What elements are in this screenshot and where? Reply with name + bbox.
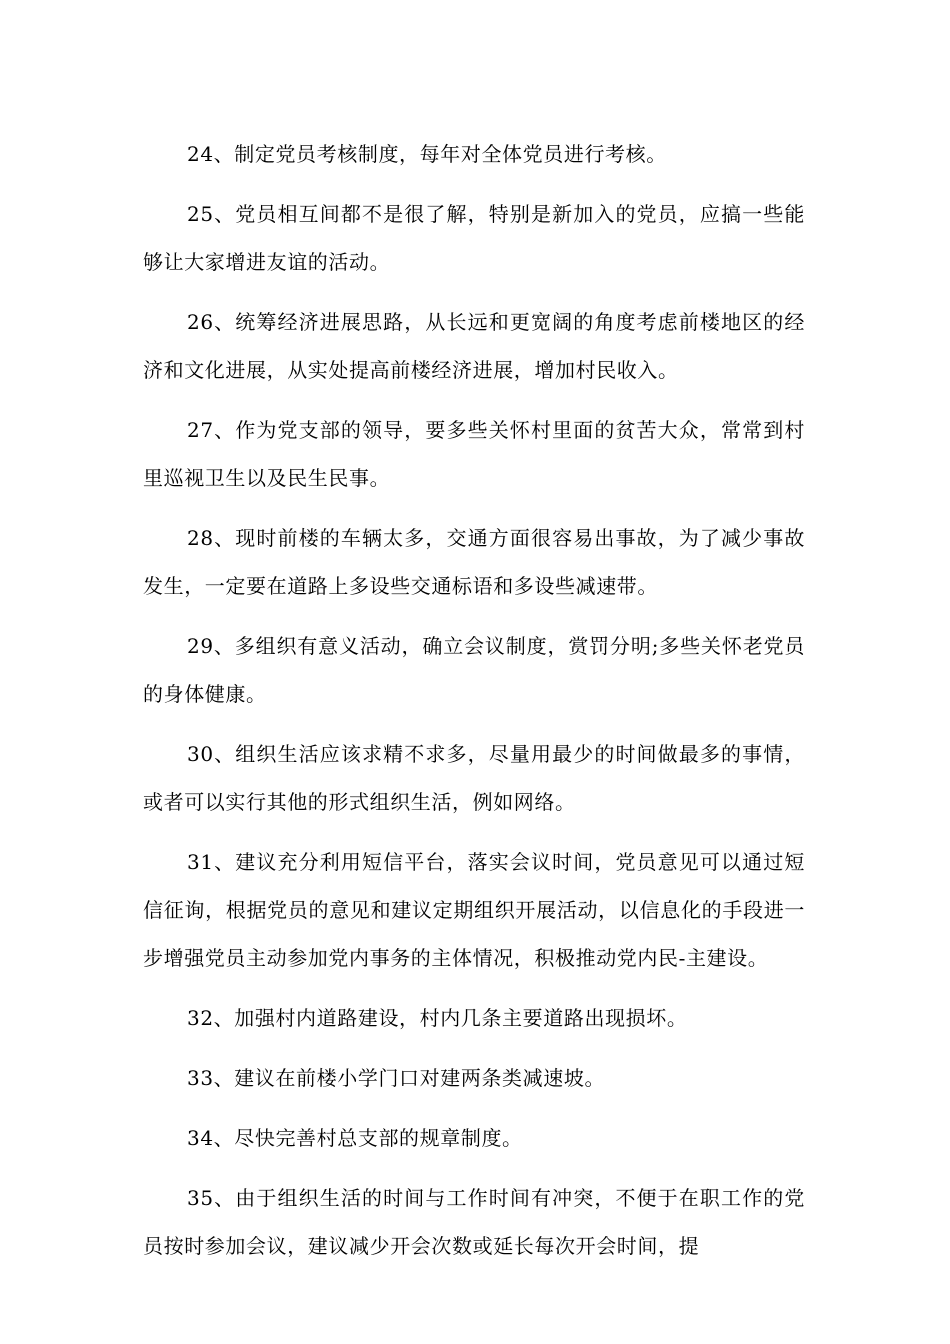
paragraph-33: 33、建议在前楼小学门口对建两条类减速坡。 <box>187 1066 606 1090</box>
paragraph-24: 24、制定党员考核制度，每年对全体党员进行考核。 <box>187 142 667 166</box>
paragraph-29: 29、多组织有意义活动，确立会议制度，赏罚分明;多些关怀老党员的身体健康。 <box>143 634 805 706</box>
paragraph-30: 30、组织生活应该求精不求多，尽量用最少的时间做最多的事情，或者可以实行其他的形式组织生活，例如网络。 <box>143 742 805 814</box>
paragraph-31: 31、建议充分利用短信平台，落实会议时间，党员意见可以通过短信征询，根据党员的意见和建议定期组织开展活动，以信息化的手段进一步增强党员主动参加党内事务的主体情况，积极推动党内民-主建设。 <box>143 850 805 970</box>
paragraph-32: 32、加强村内道路建设，村内几条主要道路出现损坏。 <box>187 1006 688 1030</box>
paragraph-26: 26、统筹经济进展思路，从长远和更宽阔的角度考虑前楼地区的经济和文化进展，从实处提高前楼经济进展，增加村民收入。 <box>143 310 805 382</box>
paragraph-34: 34、尽快完善村总支部的规章制度。 <box>187 1126 523 1150</box>
paragraph-27: 27、作为党支部的领导，要多些关怀村里面的贫苦大众，常常到村里巡视卫生以及民生民事。 <box>143 418 805 490</box>
paragraph-35: 35、由于组织生活的时间与工作时间有冲突，不便于在职工作的党员按时参加会议，建议减少开会次数或延长每次开会时间，提 <box>143 1186 805 1258</box>
paragraph-28: 28、现时前楼的车辆太多，交通方面很容易出事故，为了减少事故发生，一定要在道路上多设些交通标语和多设些减速带。 <box>143 526 805 598</box>
paragraph-25: 25、党员相互间都不是很了解，特别是新加入的党员，应搞一些能够让大家增进友谊的活动。 <box>143 202 805 274</box>
document-body <box>143 130 805 1282</box>
